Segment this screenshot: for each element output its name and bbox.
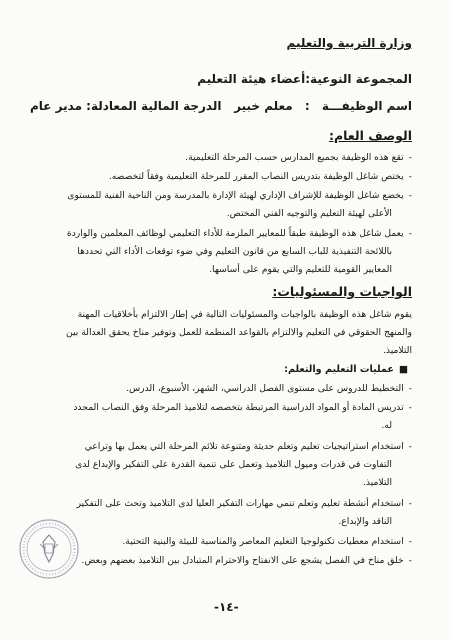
page-number: -١٤- <box>214 600 239 614</box>
job-group: المجموعة النوعية:أعضاء هيئة التعليم <box>197 72 412 86</box>
general-item-3: -يخضع شاغل الوظيفة للإشراف الإداري لهيئة الإدارة بالمدرسة ومن الناحية الفنية للمستوى <box>67 190 412 201</box>
duty-item-4: -استخدام أنشطة تعليم وتعلم تنمي مهارات التفكير العليا لدى التلاميذ وتحث على التفكير <box>76 498 412 509</box>
teaching-subsection-title: ■عمليات التعليم والتعلم: <box>284 364 408 375</box>
general-item-4-cont-2: المعايير القومية للتعليم والتي يقوم على أساسها. <box>209 264 392 275</box>
general-item-1: -تقع هذه الوظيفة بجميع المدارس حسب المرحلة التعليمية. <box>185 152 412 163</box>
duty-item-6: -خلق مناخ في الفصل يشجع على الانفتاح والاحترام المتبادل بين التلاميذ بعضهم وبعض. <box>81 555 412 566</box>
duty-item-3-cont-1: التفاوت في قدرات وميول التلاميذ وتعمل على تنمية القدرة على التفكير والإبداع لدى <box>75 459 392 470</box>
job-title-row <box>30 99 412 113</box>
job-title: اسم الوظيفـــة : معلم خبير <box>234 99 412 113</box>
ministry-heading: وزارة التربية والتعليم <box>286 36 412 50</box>
duties-intro-2: والمنهج الحقوقي في التعليم والالتزام بالقواعد المنظمة للعمل وتوفير مناخ يحقق العدالة بين <box>65 327 412 338</box>
duty-item-1: -التخطيط للدروس على مستوى الفصل الدراسي، الشهر، الأسبوع، الدرس. <box>126 383 412 394</box>
duty-item-5: -استخدام معطيات تكنولوجيا التعليم المعاصر والمناسبة للبيئة والبنية التحتية. <box>122 536 412 547</box>
general-item-4-cont-1: باللائحة التنفيذية للباب السابع من قانون التعليم وفي ضوء توقعات الأداء التي تحددها <box>77 246 392 257</box>
general-item-3-cont: الأعلى لهيئة التعليم والتوجيه الفني المختص. <box>226 208 392 219</box>
duty-item-4-cont: الناقد والإبداع. <box>338 516 392 527</box>
financial-grade: الدرجة المالية المعادلة: مدير عام <box>30 99 222 113</box>
general-item-2: -يختص شاغل الوظيفة بتدريس النصاب المقرر للمرحلة التعليمية وفقاً لتخصصه. <box>108 171 412 182</box>
general-description-title: الوصف العام: <box>328 128 412 143</box>
duty-item-2: -تدريس المادة أو المواد الدراسية المرتبطة بتخصصه لتلاميذ المرحلة وفق النصاب المحدد <box>73 402 412 413</box>
duty-item-3-cont-2: التلاميذ. <box>362 477 392 488</box>
duties-intro-3: التلاميذ. <box>382 345 412 356</box>
duty-item-3: -استخدام استراتيجيات تعليم وتعلم حديثة ومتنوعة تلائم المرحلة التي يعمل بها وتراعي <box>84 441 412 452</box>
general-item-4: -يعمل شاغل هذه الوظيفة طبقاً للمعايير الملزمة للأداء التعليمي لوظائف المعلمين والواردة <box>66 228 412 239</box>
duties-title: الواجبات والمسئوليات: <box>272 284 412 299</box>
duty-item-2-cont: له. <box>381 420 392 431</box>
official-seal-icon <box>18 518 80 580</box>
duties-intro-1: يقوم شاغل هذه الوظيفة بالواجبات والمسئوليات التالية في إطار الالتزام بأخلاقيات المهنة <box>77 309 412 320</box>
